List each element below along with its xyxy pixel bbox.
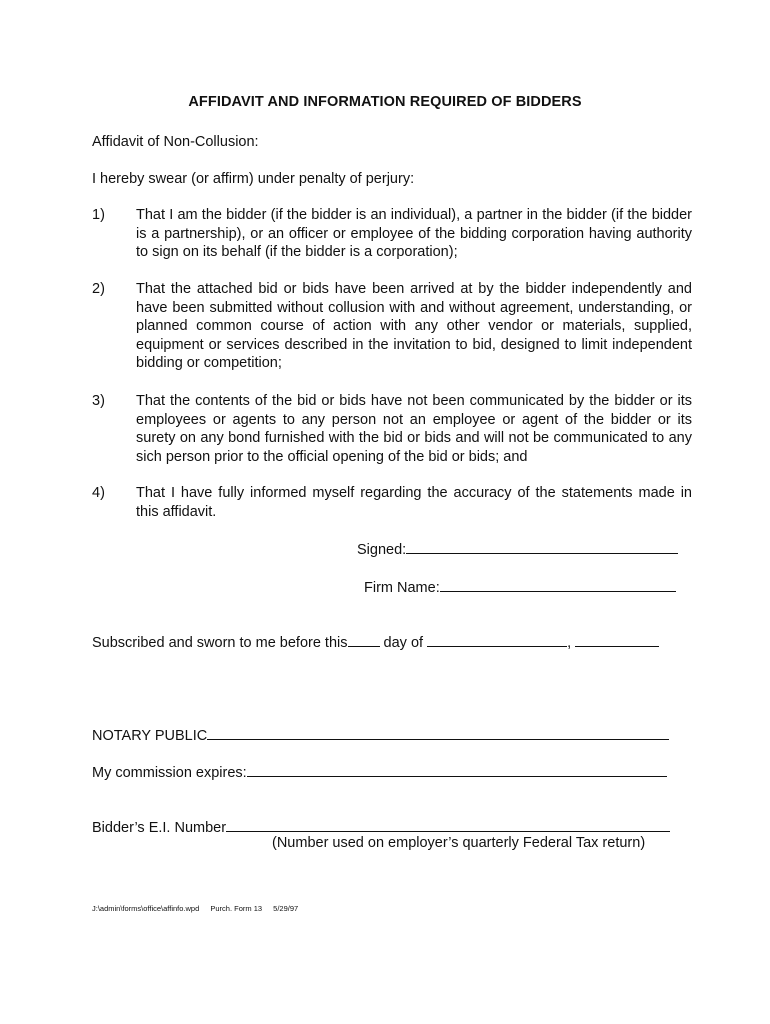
firm-name-field[interactable] [440,577,676,592]
list-item [92,280,692,373]
commission-label: My commission expires: [92,765,247,781]
footer-form: Purch. Form 13 [210,904,263,913]
signed-label: Signed: [357,542,407,558]
firm-name-label: Firm Name: [364,580,440,596]
footer-date: 5/29/97 [273,904,299,913]
ei-number-note: (Number used on employer’s quarterly Federal Tax return) [272,835,646,851]
item-text: That the contents of the bid or bids have not been communicated by the bidder or its employees or agents to any person not an employee or agent of the bidder or its surety on any bond furnished with the bid or bids and will not be communicated to any sich person prior to the official opening of the bid or bids; and [136,393,692,465]
item-number: 1) [92,207,105,223]
year-field[interactable] [575,632,659,647]
list-item [92,392,692,466]
comma: , [567,635,572,651]
subscribed-label: Subscribed and sworn to me before this [92,635,348,651]
ei-number-field[interactable] [226,817,670,832]
notary-field[interactable] [207,725,669,740]
item-number: 3) [92,393,105,409]
subscribed-row [92,632,659,651]
item-text: That the attached bid or bids have been arrived at by the bidder independently and have been submitted without collusion with and without agreement, understanding, or planned common course of action with any other vendor or materials, supplied, equipment or services described in the invitation to bid, designed to limit independent bidding or competition; [136,281,692,371]
item-text: That I have fully informed myself regarding the accuracy of the statements made in this affidavit. [136,485,692,520]
item-number: 2) [92,281,105,297]
signed-row [357,539,678,558]
commission-field[interactable] [247,762,667,777]
notary-row [92,725,669,744]
ei-number-row [92,817,670,836]
signed-field[interactable] [406,539,678,554]
oath-statement: I hereby swear (or affirm) under penalty of perjury: [92,171,415,187]
day-of-label: day of [383,635,424,651]
ei-number-label: Bidder’s E.I. Number [92,820,227,836]
footer [92,904,307,913]
month-field[interactable] [427,632,567,647]
item-number: 4) [92,485,105,501]
day-field[interactable] [348,632,380,647]
item-text: That I am the bidder (if the bidder is an individual), a partner in the bidder (if the bidder is a partnership), or an officer or employee of the bidding corporation having authority to sign on its behalf (if the bidder is a corporation); [136,207,692,260]
list-item [92,484,692,521]
list-item [92,206,692,262]
commission-row [92,762,667,781]
firm-name-row [364,577,676,596]
subtitle: Affidavit of Non-Collusion: [92,134,259,150]
document-title: AFFIDAVIT AND INFORMATION REQUIRED OF BIDDERS [188,94,582,110]
notary-label: NOTARY PUBLIC [92,728,208,744]
footer-path: J:\admin\forms\office\affinfo.wpd [92,904,200,913]
